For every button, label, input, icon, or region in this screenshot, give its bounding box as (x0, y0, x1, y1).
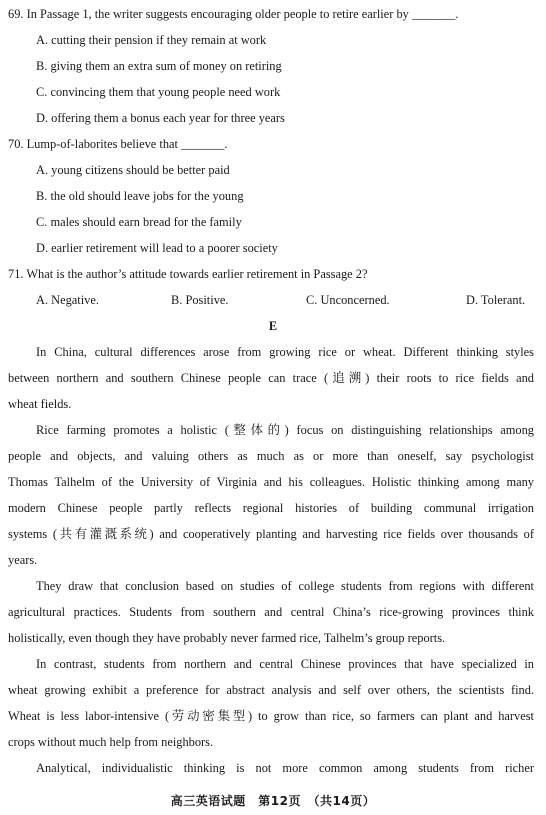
question-69-stem: 69. In Passage 1, the writer suggests encouraging older people to retire earlier by _______. (8, 7, 459, 21)
passage-p4-line-3: Wheat is less labor-intensive (劳动密集型) to grow than rice, so farmers can plant and harvest (8, 709, 534, 723)
question-69-option-c: C. convincing them that young people need work (36, 85, 281, 99)
question-71-stem: 71. What is the author’s attitude towards earlier retirement in Passage 2? (8, 267, 368, 281)
passage-p3-line-1: They draw that conclusion based on studies of college students from regions with different (36, 579, 534, 593)
question-71-option-c: C. Unconcerned. (306, 293, 390, 307)
passage-p2-line-6: years. (8, 553, 38, 567)
passage-p3-line-2: agricultural practices. Students from southern and central China’s rice-growing provinces think (8, 605, 534, 619)
question-71-option-a: A. Negative. (36, 293, 99, 307)
question-70-option-b: B. the old should leave jobs for the young (36, 189, 244, 203)
passage-p2-line-3: Thomas Talhelm of the University of Virginia and his colleagues. Holistic thinking among many (8, 475, 534, 489)
passage-p2-line-2: people and objects, and valuing others as much as or more than oneself, say psychologist (8, 449, 534, 463)
question-70-option-d: D. earlier retirement will lead to a poorer society (36, 241, 278, 255)
question-71-option-d: D. Tolerant. (466, 293, 526, 307)
passage-p1-line-3: wheat fields. (8, 397, 72, 411)
passage-p4-line-2: wheat growing exhibit a preference for abstract analysis and self over others, the scientists find. (8, 683, 534, 697)
passage-p1-line-1: In China, cultural differences arose from growing rice or wheat. Different thinking styles (36, 345, 534, 359)
passage-p5-line-1: Analytical, individualistic thinking is not more common among students from richer (36, 761, 534, 775)
section-heading-e: E (268, 319, 278, 333)
passage-p2-line-1: Rice farming promotes a holistic (整体的) focus on distinguishing relationships among (36, 423, 534, 437)
question-69-option-a: A. cutting their pension if they remain at work (36, 33, 267, 47)
passage-p4-line-1: In contrast, students from northern and central Chinese provinces that have specialized in (36, 657, 534, 671)
passage-p3-line-3: holistically, even though they have probably never farmed rice, Talhelm’s group reports. (8, 631, 446, 645)
passage-p1-line-2: between northern and southern Chinese people can trace (追溯) their roots to rice fields and (8, 371, 534, 385)
question-69-option-d: D. offering them a bonus each year for three years (36, 111, 285, 125)
passage-p2-line-5: systems (共有灌溉系统) and cooperatively planting and harvesting rice fields over thousands of (8, 527, 534, 541)
question-69-option-b: B. giving them an extra sum of money on retiring (36, 59, 282, 73)
passage-p2-line-4: modern Chinese people partly reflects regional histories of building communal irrigation (8, 501, 534, 515)
question-70-option-a: A. young citizens should be better paid (36, 163, 230, 177)
page-footer: 高三英语试题 第12页 （共14页） (170, 794, 376, 808)
passage-p4-line-4: crops without much help from neighbors. (8, 735, 214, 749)
question-70-option-c: C. males should earn bread for the family (36, 215, 242, 229)
question-71-option-b: B. Positive. (171, 293, 229, 307)
question-70-stem: 70. Lump-of-laborites believe that _______. (8, 137, 228, 151)
